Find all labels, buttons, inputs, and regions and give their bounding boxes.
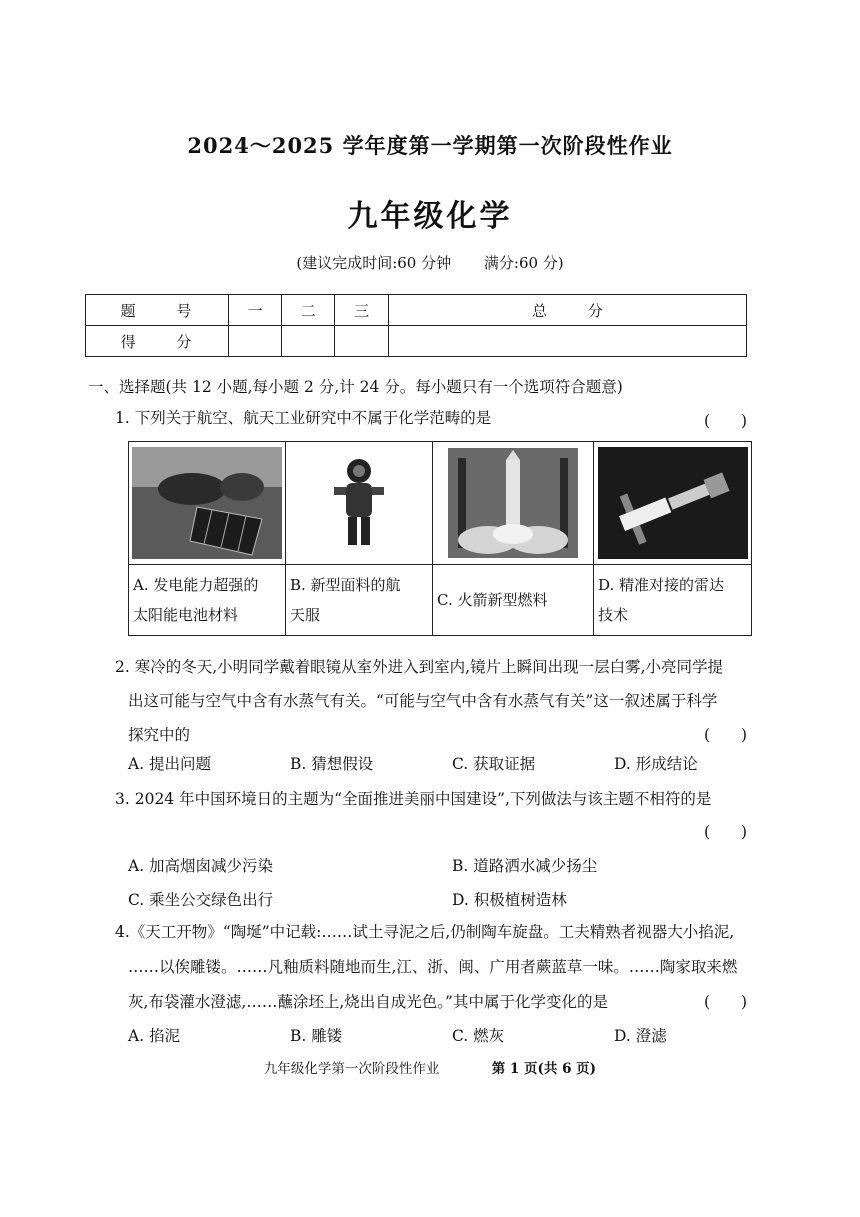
score-table-score-row xyxy=(86,326,747,357)
footer-exam-name: 九年级化学第一次阶段性作业 xyxy=(263,1061,440,1077)
option-b-caption xyxy=(286,565,433,636)
option-c-image-cell xyxy=(433,442,594,565)
option-d-line1: D. 精准对接的雷达 xyxy=(598,576,725,594)
q1-option-table xyxy=(128,441,752,636)
score-cell-total xyxy=(388,326,746,357)
question-3-line-1: 3. 2024 年中国环境日的主题为“全面推进美丽中国建设”,下列做法与该主题不相符的是 xyxy=(115,790,712,808)
q2-option-a: A. 提出问题 xyxy=(128,755,212,773)
score-table-total: 总 分 xyxy=(388,295,746,326)
question-2-line-1: 2. 寒冷的冬天,小明同学戴着眼镜从室外进入到室内,镜片上瞬间出现一层白雾,小亮同学提 xyxy=(115,658,723,676)
time-note: (建议完成时间:60 分钟 xyxy=(296,254,452,272)
score-table-label: 题 号 xyxy=(86,295,229,326)
q4-option-c: C. 燃灰 xyxy=(452,1027,505,1045)
answer-paren-2: ( ) xyxy=(704,726,748,744)
q3-option-c: C. 乘坐公交绿色出行 xyxy=(128,891,274,909)
option-b-line2: 天服 xyxy=(290,606,321,624)
score-table xyxy=(85,294,747,357)
score-cell-1 xyxy=(229,326,282,357)
q4-option-d: D. 澄滤 xyxy=(614,1027,667,1045)
exam-title: 2024～2025 学年度第一学期第一次阶段性作业 xyxy=(187,133,673,158)
q2-option-b: B. 猜想假设 xyxy=(290,755,374,773)
page-footer xyxy=(0,1057,860,1077)
option-b-image-cell xyxy=(286,442,433,565)
answer-paren-3: ( ) xyxy=(704,823,748,841)
space-docking-image xyxy=(598,447,748,559)
score-table-col-1: 一 xyxy=(229,295,282,326)
score-table-col-2: 二 xyxy=(282,295,335,326)
question-2-line-2: 出这可能与空气中含有水蒸气有关。“可能与空气中含有水蒸气有关”这一叙述属于科学 xyxy=(128,692,718,710)
question-2-line-3: 探究中的 xyxy=(128,726,191,744)
footer-page-number: 第 1 页(共 6 页) xyxy=(491,1061,597,1077)
q2-option-c: C. 获取证据 xyxy=(452,755,536,773)
score-cell-3 xyxy=(335,326,388,357)
q3-option-a: A. 加高烟囱减少污染 xyxy=(128,857,274,875)
option-a-line2: 太阳能电池材料 xyxy=(133,606,239,624)
score-cell-2 xyxy=(282,326,335,357)
section-heading: 一、选择题(共 12 小题,每小题 2 分,计 24 分。每小题只有一个选项符合题意) xyxy=(88,378,623,396)
question-1: 1. 下列关于航空、航天工业研究中不属于化学范畴的是 xyxy=(115,409,492,427)
q4-option-b: B. 雕镂 xyxy=(290,1027,343,1045)
astronaut-image xyxy=(324,453,394,553)
rocket-launch-image xyxy=(448,448,578,558)
question-4-line-3: 灰,布袋灌水澄滤,……蘸涂坯上,烧出自成光色。”其中属于化学变化的是 xyxy=(128,993,608,1011)
score-row-label: 得 分 xyxy=(86,326,229,357)
answer-paren-4: ( ) xyxy=(704,993,748,1011)
option-b-line1: B. 新型面料的航 xyxy=(290,576,401,594)
score-note: 满分:60 分) xyxy=(483,254,564,272)
option-d-caption xyxy=(594,565,752,636)
q2-option-d: D. 形成结论 xyxy=(614,755,698,773)
option-a-caption xyxy=(129,565,286,636)
exam-info xyxy=(0,252,860,273)
option-a-image-cell xyxy=(129,442,286,565)
answer-paren-1: ( ) xyxy=(704,412,748,430)
option-d-line2: 技术 xyxy=(598,606,629,624)
q3-option-d: D. 积极植树造林 xyxy=(452,891,567,909)
solar-panel-image xyxy=(132,447,282,559)
option-a-line1: A. 发电能力超强的 xyxy=(133,576,259,594)
score-table-col-3: 三 xyxy=(335,295,388,326)
score-table-header-row xyxy=(86,295,747,326)
question-4-line-2: ……以俟雕镂。……凡釉质料随地而生,江、浙、闽、广用者蕨蓝草一味。……陶家取来燃 xyxy=(128,958,738,976)
option-c-caption xyxy=(433,565,594,636)
q3-option-b: B. 道路洒水减少扬尘 xyxy=(452,857,598,875)
question-4-line-1: 4.《天工开物》“陶埏”中记载:……试土寻泥之后,仍制陶车旋盘。工夫精熟者视器大小掐泥, xyxy=(115,923,735,941)
option-d-image-cell xyxy=(594,442,752,565)
option-c-line1: C. 火箭新型燃料 xyxy=(437,591,548,609)
q4-option-a: A. 掐泥 xyxy=(128,1027,181,1045)
subject-title: 九年级化学 xyxy=(347,199,513,234)
